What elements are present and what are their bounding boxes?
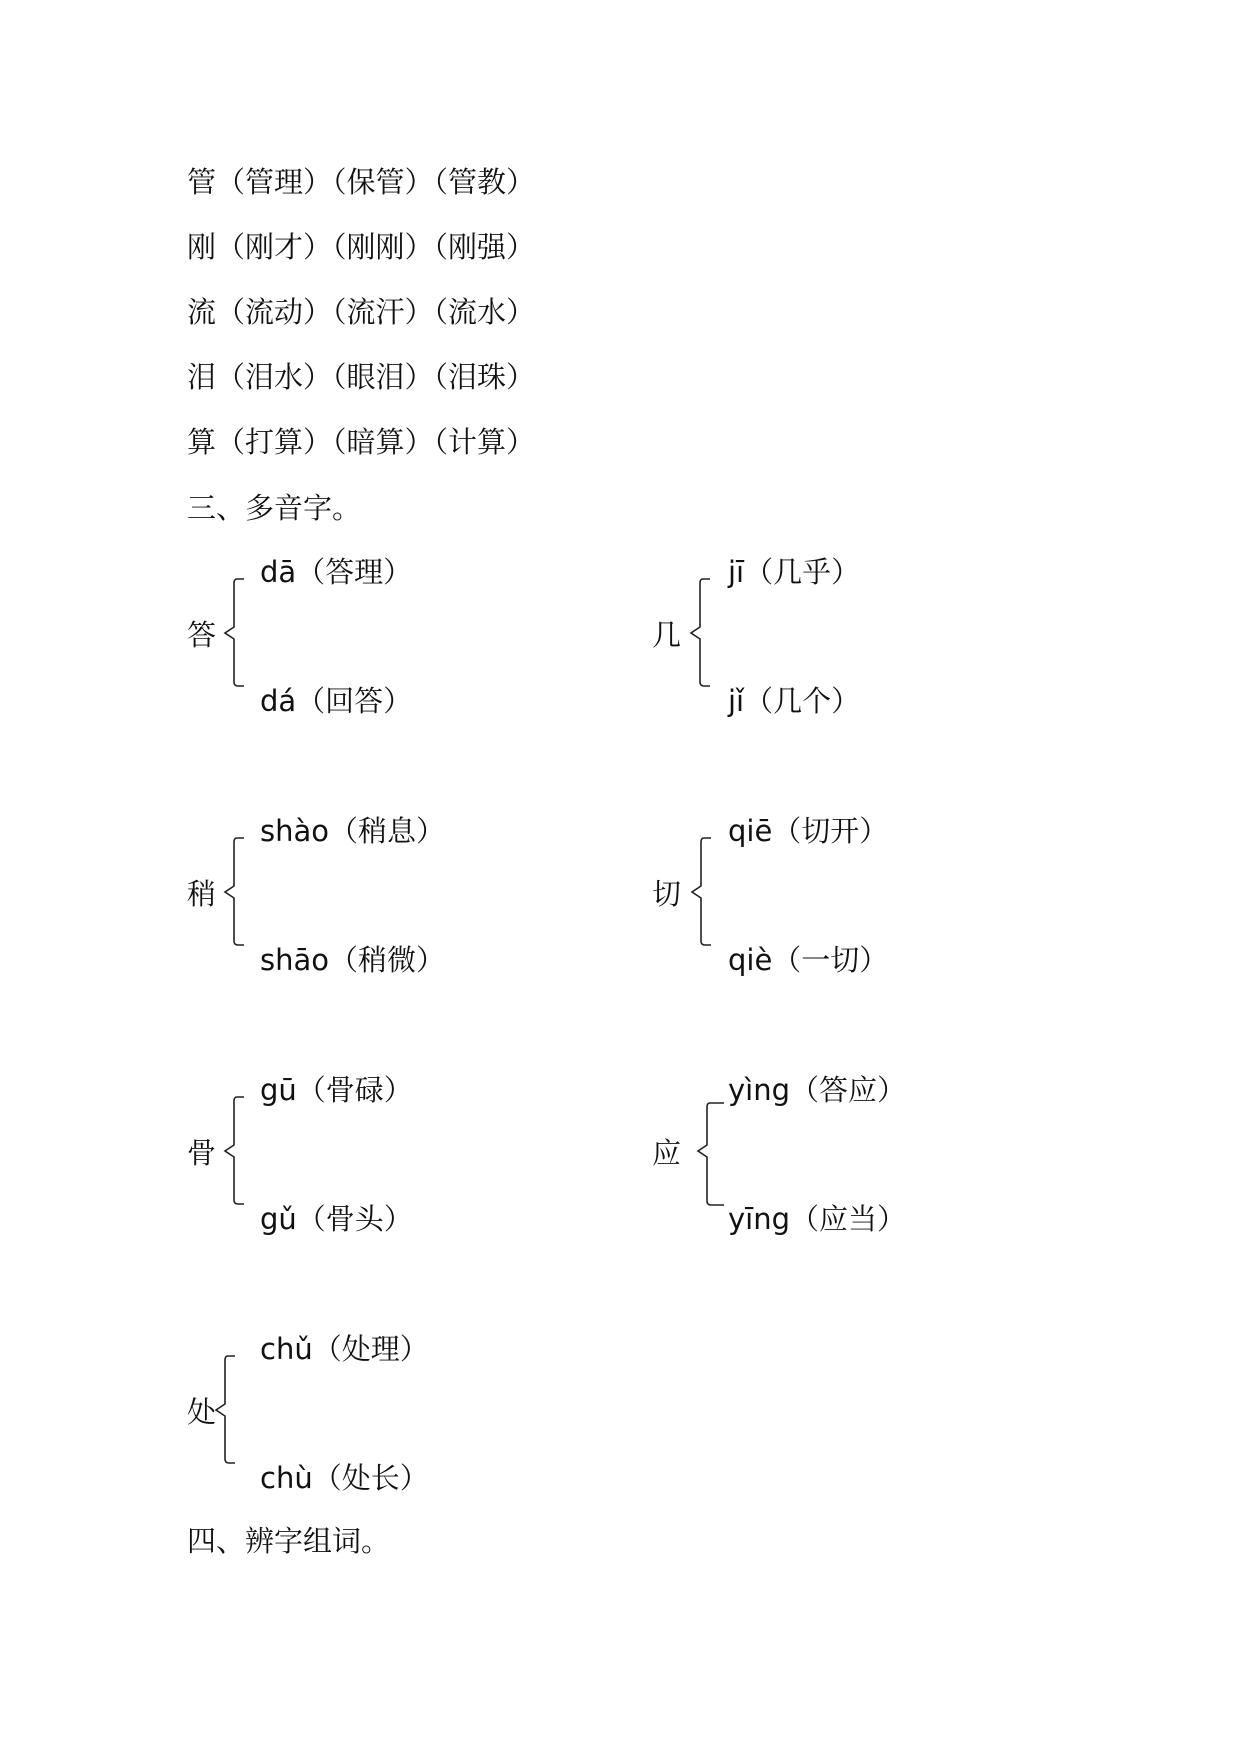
polyphone-reading: jǐ（几个） — [728, 684, 861, 718]
polyphone-reading: qiè（一切） — [728, 943, 889, 977]
polyphone-reading: gǔ（骨头） — [260, 1202, 413, 1236]
polyphone-char: 切 — [652, 877, 682, 911]
brace-icon — [652, 555, 722, 700]
polyphone-reading: chǔ（处理） — [260, 1332, 429, 1366]
word-line: 管（管理）（保管）（管教） — [187, 165, 536, 199]
brace-icon — [187, 1073, 257, 1218]
word-line: 泪（泪水）（眼泪）（泪珠） — [187, 360, 536, 394]
brace-icon — [187, 814, 257, 959]
polyphone-reading: yīng（应当） — [728, 1202, 907, 1236]
section-heading: 四、辨字组词。 — [187, 1524, 391, 1558]
polyphone-reading: dā（答理） — [260, 555, 413, 589]
brace-icon — [652, 1073, 722, 1218]
word-line: 刚（刚才）（刚刚）（刚强） — [187, 230, 536, 264]
polyphone-reading: gū（骨碌） — [260, 1073, 413, 1107]
brace-icon — [652, 814, 722, 959]
polyphone-char: 应 — [652, 1136, 682, 1170]
polyphone-reading: dá（回答） — [260, 684, 413, 718]
polyphone-reading: shào（稍息） — [260, 814, 446, 848]
polyphone-reading: chù（处长） — [260, 1461, 429, 1495]
polyphone-reading: jī（几乎） — [728, 555, 861, 589]
brace-icon — [187, 1332, 257, 1477]
polyphone-char: 答 — [187, 618, 217, 652]
polyphone-char: 处 — [187, 1395, 217, 1429]
brace-icon — [187, 555, 257, 700]
polyphone-char: 骨 — [187, 1136, 217, 1170]
polyphone-char: 稍 — [187, 877, 217, 911]
polyphone-reading: yìng（答应） — [728, 1073, 907, 1107]
word-line: 算（打算）（暗算）（计算） — [187, 425, 536, 459]
word-line: 流（流动）（流汗）（流水） — [187, 295, 536, 329]
polyphone-reading: qiē（切开） — [728, 814, 889, 848]
section-heading: 三、多音字。 — [187, 491, 362, 525]
polyphone-reading: shāo（稍微） — [260, 943, 446, 977]
polyphone-char: 几 — [652, 618, 682, 652]
